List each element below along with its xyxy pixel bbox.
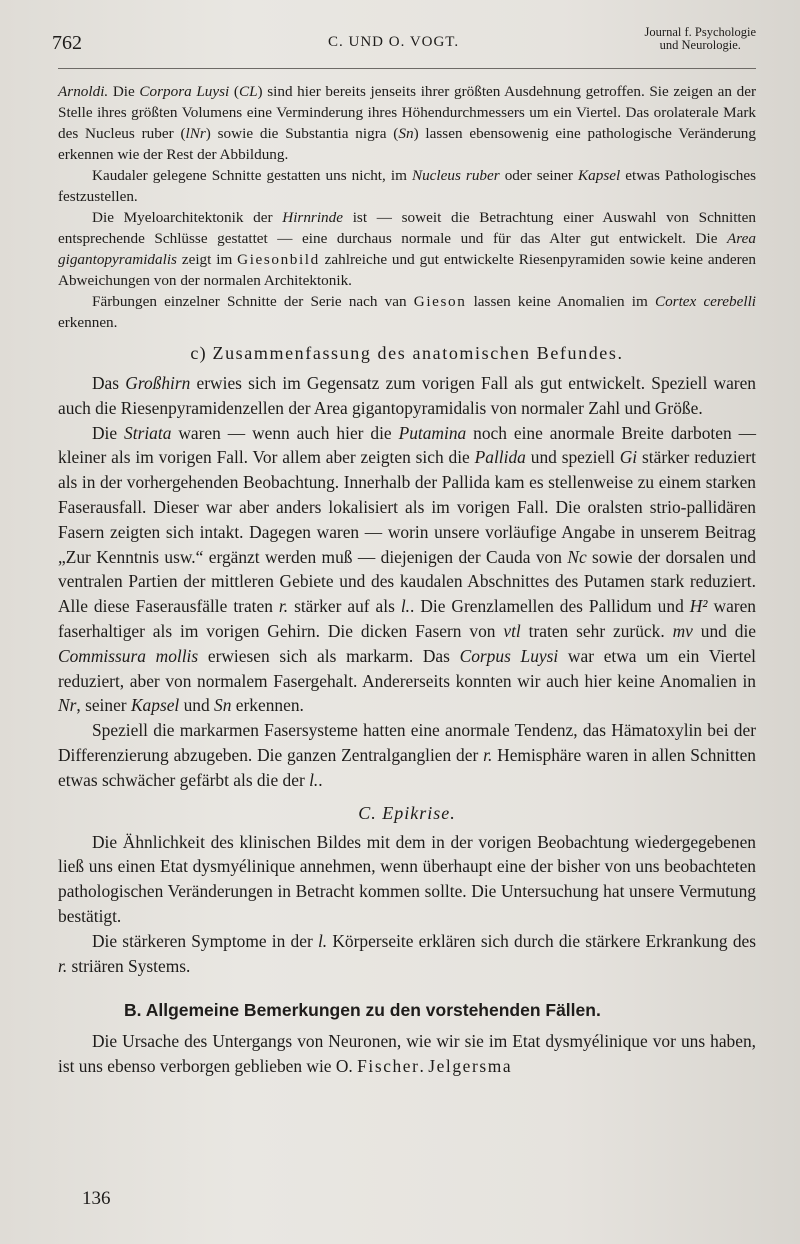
text-run: erkennen. — [231, 695, 304, 716]
text-run: ) lassen ebensowenig eine pathologische Veränderung erkennen wie der Rest der Abbildung. — [58, 125, 756, 163]
section-zusammenfassung — [58, 343, 756, 1079]
italic-term: Striata — [124, 422, 172, 443]
text-run: Die Ursache des Untergangs von Neuronen, wie wir sie im Etat dysmyélinique vor uns haben, ist uns ebenso verborgen geblieben wie O. — [58, 1031, 756, 1077]
spaced-name: Gieson — [413, 293, 467, 310]
italic-term: Cortex cerebelli — [654, 293, 757, 310]
text-run: Die Myeloarchitektonik der — [92, 209, 283, 226]
paragraph-corpora-luysi — [58, 81, 756, 165]
running-head-authors: C. UND O. VOGT. — [328, 34, 460, 50]
italic-term: Nr — [58, 695, 77, 716]
italic-term: Area gigantopyramidalis — [58, 230, 756, 268]
text-run: ist — soweit die Betrachtung einer Auswahl von Schnitten entsprechende Schlüsse gestattet — eine durchaus normale und für das Alter gut entwickelt. Die — [58, 209, 756, 247]
text-run: zeigt im — [176, 251, 238, 268]
paragraph-aehnlichkeit — [58, 830, 756, 929]
text-run: . — [318, 769, 323, 790]
italic-term: Corpora Luysi — [139, 83, 230, 100]
text-run: Die Ähnlichkeit des klinischen Bildes mit dem in der vorigen Beobachtung wiedergegebenen ließ uns einen Etat dysmyélinique annehmen, wenn überhaupt eine der bisher von uns beobachteten pathologischen Veränderungen in Betracht kommen sollte. Die Untersuchung hat unsere Vermutung bestätigt. — [58, 831, 756, 926]
italic-term: Hirnrinde — [282, 209, 343, 226]
text-run: lassen keine Anomalien im — [466, 293, 655, 310]
italic-term: r. — [58, 955, 68, 976]
text-run: etwas Pathologisches festzustellen. — [58, 167, 757, 205]
text-run: Die — [92, 422, 125, 443]
running-header — [52, 25, 756, 69]
italic-term: r. — [483, 744, 493, 765]
text-run: Das — [92, 373, 126, 393]
italic-term: l. — [400, 596, 411, 617]
section-heading-epikrise: C. Epikrise. — [358, 802, 456, 823]
spaced-name: Fischer — [357, 1056, 420, 1077]
text-run: zahlreiche und gut entwickelte Riesenpyramiden sowie keine anderen Abweichungen von der normalen Architektonik. — [58, 251, 756, 289]
italic-term: Nucleus ruber — [411, 167, 500, 184]
text-run: Hemisphäre waren in allen Schnitten etwas schwächer gefärbt als die der — [58, 744, 756, 790]
italic-term: H² — [689, 596, 708, 617]
heading-text: Zusammenfassung des anatomischen Befundes. — [212, 343, 624, 363]
text-run: erkennen. — [58, 314, 118, 331]
italic-term: Commissura mollis — [58, 645, 199, 666]
italic-term: Arnoldi. — [58, 83, 109, 100]
section-heading-allgemeine-bemerkungen: B. Allgemeine Bemerkungen zu den vorstehenden Fällen. — [124, 1000, 601, 1021]
running-head-journal — [645, 26, 756, 52]
italic-term: l. — [309, 769, 319, 790]
paragraph-symptome — [58, 929, 756, 979]
text-run: und — [179, 695, 215, 716]
page-number: 762 — [52, 32, 82, 54]
text-run: erwies sich im Gegensatz zum vorigen Fall als gut entwickelt. Speziell waren auch die Riesenpyramidenzellen der Area gigantopyramidalis von normaler Zahl und Größe. — [58, 373, 756, 418]
text-run: und die — [692, 620, 756, 641]
spaced-name: Jelgersma — [428, 1056, 513, 1077]
paragraph-nucleus-ruber — [58, 165, 756, 207]
signature-mark: 136 — [82, 1188, 111, 1209]
journal-line-1: Journal f. Psychologie — [644, 25, 756, 39]
paragraph-myeloarchitektonik — [58, 207, 756, 291]
italic-term: lNr — [185, 125, 206, 142]
text-run: Speziell die markarmen Fasersysteme hatten eine anormale Tendenz, das Hämatoxylin bei der Differenzierung abzugeben. Die ganzen Zentralganglien der — [58, 720, 756, 765]
text-run: Färbungen einzelner Schnitte der Serie nach van — [92, 293, 414, 310]
italic-term: Sn — [398, 125, 414, 142]
paragraph-markarme-fasern — [58, 718, 756, 792]
paragraph-grosshirn — [58, 371, 756, 421]
italic-term: Kapsel — [578, 167, 621, 184]
text-run: striären Systems. — [67, 955, 191, 976]
italic-term: Gi — [619, 447, 638, 468]
text-run: war etwa um ein Viertel reduziert, aber von normalem Fasergehalt. Andererseits konnten wir auch hier keine Anomalien in — [58, 645, 756, 691]
text-run: waren — wenn auch hier die — [171, 422, 399, 443]
text-run: sowie der dorsalen und ventralen Partien der mittleren Gebiete und des kaudalen Abschnittes des Putamen stark reduziert. Alle diese Faserausfälle traten — [58, 546, 756, 617]
italic-term: mv — [672, 620, 693, 641]
text-run: noch eine anormale Breite darboten — kleiner als im vorigen Fall. Vor allem aber zeigten sich die — [58, 422, 756, 468]
italic-term: l. — [317, 930, 328, 951]
text-run: , seiner — [76, 695, 131, 716]
paragraph-ursache — [58, 1029, 756, 1079]
text-run: traten sehr zurück. — [520, 620, 673, 641]
paragraph-striata — [58, 421, 756, 719]
italic-term: Kapsel — [130, 695, 180, 716]
text-run: Die — [108, 83, 140, 100]
text-run: ) sind hier bereits jenseits ihrer größten Ausdehnung getroffen. Sie zeigen an der Stelle ihres größten Volumens eine Verminderung ihres Höhendurchmessers um ein Viertel. Das orolaterale Mark des Nucleus ruber ( — [58, 83, 757, 142]
section-heading-zusammenfassung — [58, 343, 756, 364]
italic-term: Putamina — [398, 422, 467, 443]
text-run: waren faserhaltiger als im vorigen Gehirn. Die dicken Fasern von — [58, 596, 756, 641]
text-run: . — [419, 1056, 429, 1077]
italic-term: r. — [278, 596, 289, 617]
text-run: Kaudaler gelegene Schnitte gestatten uns nicht, im — [92, 167, 412, 184]
text-run: stärker auf als — [288, 596, 401, 617]
italic-term: Pallida — [474, 447, 526, 468]
text-run: erwiesen sich als markarm. Das — [198, 645, 460, 666]
italic-term: Corpus Luysi — [459, 645, 559, 666]
continued-findings — [58, 81, 756, 333]
text-run: ) sowie die Substantia nigra ( — [205, 125, 399, 142]
heading-letter: c) — [190, 343, 213, 363]
spaced-name: Giesonbild — [237, 251, 320, 268]
italic-term: Sn — [214, 695, 232, 716]
italic-term: vtl — [503, 620, 521, 641]
text-run: stärker reduziert als in der vorhergehenden Beobachtung. Innerhalb der Pallida kam es stellenweise zu einem starken Faserausfall. Dieser war aber anders lokalisiert als im vorigen Fall. Die oralsten strio-pallidären Fasern zeigten sich intakt. Dagegen waren — worin unsere vorläufige Angabe in unserem Beitrag „Zur Kenntnis usw.“ ergänzt werden muß — diejenigen der Cauda von — [58, 447, 756, 567]
text-run: und speziell — [525, 447, 620, 468]
italic-term: Großhirn — [125, 373, 191, 393]
text-run: Körperseite erklären sich durch die stärkere Erkrankung des — [327, 930, 757, 951]
text-run: . Die Grenzlamellen des Pallidum und — [410, 596, 690, 617]
text-run: oder seiner — [499, 167, 579, 184]
paragraph-faerbungen — [58, 291, 756, 333]
journal-line-2: und Neurologie. — [659, 38, 741, 52]
text-run: ( — [229, 83, 239, 100]
italic-term: CL — [238, 83, 258, 100]
text-run: Die stärkeren Symptome in der — [92, 930, 318, 951]
italic-term: Nc — [567, 546, 587, 567]
